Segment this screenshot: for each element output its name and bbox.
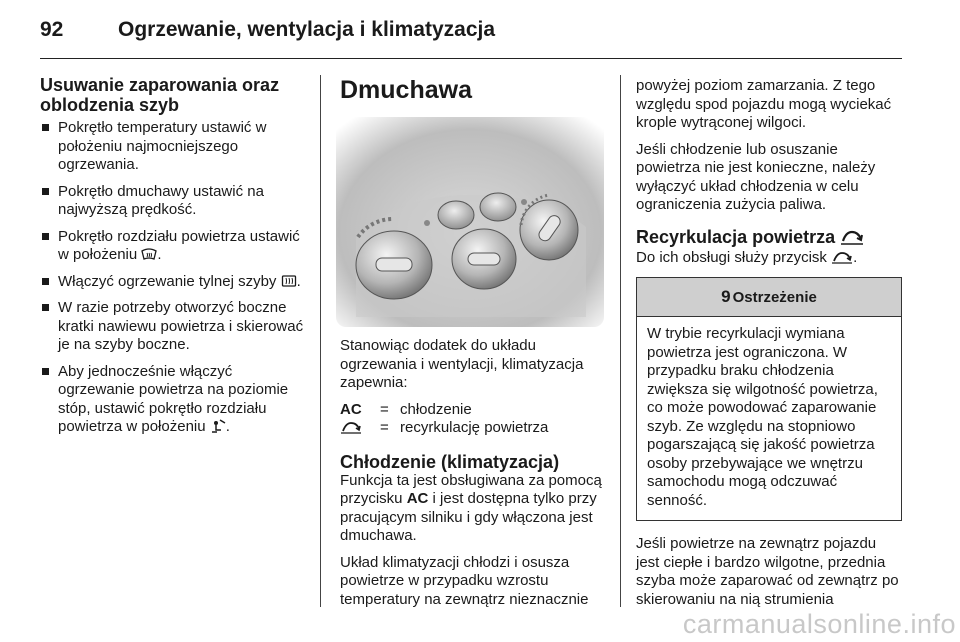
list-item: Pokrętło temperatury ustawić w położeniu najmocniejszego ogrzewania. <box>40 119 306 175</box>
warning-text: W trybie recyrkulacji wymiana powietrza jest ograniczona. W przypadku braku chłodzenia zwiększa się wilgotność powietrza, co może powodować zaparowanie szyb. Ze względu na stopniowo pogarszającą się jakość powietrza osoby przebywające we wnętrzu samochodu mogą odczuwać senność. <box>647 325 878 509</box>
section-heading-blower: Dmuchawa <box>340 76 472 104</box>
page-header <box>40 14 902 59</box>
rear-window-heating-icon <box>281 274 297 289</box>
windscreen-defrost-icon <box>141 247 157 262</box>
ac-intro-text: Stanowiąc dodatek do układu ogrzewania i wentylacji, klimatyzacja zapewnia: <box>340 337 584 391</box>
ac-functions-list <box>340 401 606 438</box>
column-divider-2 <box>620 75 621 607</box>
list-item: Włączyć ogrzewanie tylnej szyby . <box>40 273 306 292</box>
list-item: Pokrętło dmuchawy ustawić na najwyższą prędkość. <box>40 183 306 220</box>
column-right <box>636 77 902 617</box>
column-middle <box>340 75 606 617</box>
cooling-paragraph: Funkcja ta jest obsługiwana za pomocą przycisku AC i jest dostępna tylko przy pracującym silniku i gdy włączona jest dmuchawa. <box>340 471 602 544</box>
column-left <box>40 75 306 445</box>
recirculation-icon <box>340 421 362 435</box>
humidity-paragraph: Jeśli powietrze na zewnątrz pojazdu jest ciepłe i bardzo wilgotne, przednia szyba może zaparować od zewnątrz po skierowaniu na nią strumienia <box>636 535 899 608</box>
ac-term: AC <box>340 400 362 418</box>
warning-sign-icon: 9 <box>721 287 731 306</box>
definition-row: = recyrkulację powietrza <box>340 419 606 438</box>
footwell-windscreen-icon <box>210 419 226 434</box>
warning-title: Ostrzeżenie <box>732 288 817 306</box>
section-heading-defrost: Usuwanie zaparowania oraz oblodzenia szyb <box>40 75 280 115</box>
cooling-paragraph-2: Układ klimatyzacji chłodzi i osusza powietrze w przypadku wzrostu temperatury na zewnątrz nieznacznie <box>340 553 589 608</box>
section-heading-cooling: Chłodzenie (klimatyzacja) <box>340 451 560 472</box>
page-title: Ogrzewanie, wentylacja i klimatyzacja <box>118 18 496 41</box>
warning-box <box>636 277 902 521</box>
section-heading-recirculation: Recyrkulacja powietrza <box>636 227 902 247</box>
page-number: 92 <box>40 18 64 41</box>
list-item: Aby jednocześnie włączyć ogrzewanie powietrza na poziomie stóp, ustawić pokrętło rozdziału powietrza w położeniu . <box>40 363 306 437</box>
list-item: W razie potrzeby otworzyć boczne kratki nawiewu powietrza i skierować je na szyby boczne. <box>40 299 306 355</box>
warning-header <box>637 278 901 317</box>
recirculation-icon <box>831 251 853 265</box>
list-item: Pokrętło rozdziału powietrza ustawić w położeniu . <box>40 228 306 265</box>
recirculation-icon <box>840 230 864 246</box>
condensation-paragraph: powyżej poziom zamarzania. Z tego względu spod pojazdu mogą wyciekać krople wytrąconej wilgoci. <box>636 77 892 131</box>
watermark: carmanualsonline.info <box>682 609 956 639</box>
column-divider-1 <box>320 75 321 607</box>
climate-control-panel-photo <box>336 117 604 327</box>
fuel-saving-paragraph: Jeśli chłodzenie lub osuszanie powietrza nie jest konieczne, należy wyłączyć układ chłodzenia w celu ograniczenia zużycia paliwa. <box>636 140 876 213</box>
recirculation-paragraph: Do ich obsługi służy przycisk . <box>636 248 858 266</box>
defrost-steps-list <box>40 119 306 437</box>
definition-row: AC = chłodzenie <box>340 400 472 418</box>
